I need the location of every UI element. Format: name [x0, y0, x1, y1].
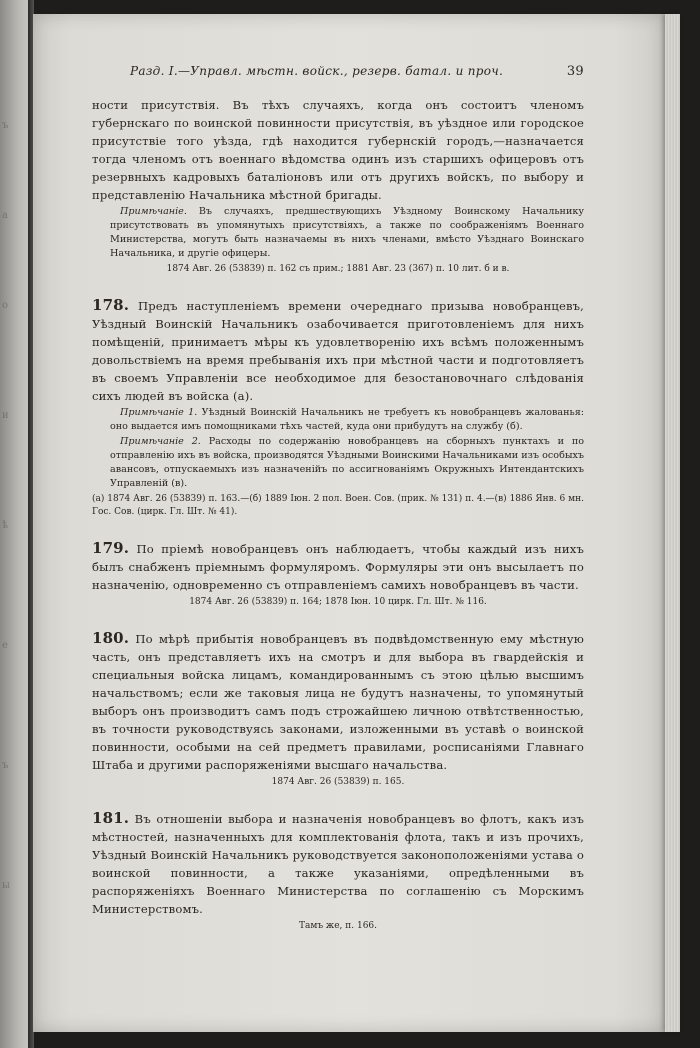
continued-article	[92, 96, 584, 276]
facing-page-fragment: и	[2, 410, 9, 421]
legal-reference: 1874 Авг. 26 (53839) п. 162 съ прим.; 1881 Авг. 23 (367) п. 10 лит. б и в.	[166, 264, 510, 274]
article-180	[92, 629, 584, 789]
article-178	[92, 296, 584, 519]
article-body: ности присутствія. Въ тѣхъ случаяхъ, когда онъ состоитъ членомъ губернскаго по воинской повинности присутствія, въ уѣздное или городское присутствіе того уѣзда, гдѣ находится губернскій городъ,—назначается тогда членомъ отъ военнаго вѣдомства одинъ изъ старшихъ офицеровъ отъ резервныхъ кадровыхъ баталіоновъ или отъ другихъ войскъ, по выбору и представленію Начальника мѣстной бригады.	[92, 98, 584, 202]
running-header	[92, 62, 584, 82]
facing-page-fragment: ы	[2, 880, 10, 891]
note-label: Примѣчаніе.	[120, 206, 187, 217]
page-content	[92, 62, 584, 933]
facing-page-fragment: а	[2, 210, 8, 221]
facing-page-fragment: ъ	[2, 760, 9, 771]
article-number: 180.	[92, 629, 130, 647]
article-body	[92, 539, 584, 594]
facing-page-fragment: ъ	[2, 120, 9, 131]
article-note	[92, 435, 584, 491]
article-body	[92, 296, 584, 405]
article-number: 181.	[92, 809, 130, 827]
legal-reference: (а) 1874 Авг. 26 (53839) п. 163.—(б) 1889 Іюн. 2 пол. Воен. Сов. (прик. № 131) п. 4.—(в) 1886 Янв. 6 мн. Гос. Сов. (цирк. Гл. Шт. № 41).	[92, 494, 584, 517]
article-text: По пріемѣ новобранцевъ онъ наблюдаетъ, чтобы каждый изъ нихъ былъ снабженъ пріемнымъ формуляромъ. Формуляры эти онъ высылаетъ по назначенію, одновременно съ отправленіемъ самихъ новобранцевъ въ части.	[92, 542, 584, 592]
running-title: Разд. I.—Управл. мѣстн. войск., резерв. батал. и проч.	[130, 64, 504, 78]
article-text: По мѣрѣ прибытія новобранцевъ въ подвѣдомственную ему мѣстную часть, онъ представляетъ ихъ на смотръ и для выбора въ гвардейскія и специальныя войска лицамъ, командированнымъ съ этою цѣлью высшимъ начальствомъ; если же таковыя лица не будутъ назначены, то упомянутый выборъ онъ производитъ самъ подъ строжайшею личною отвѣтственностью, въ точности руководствуясь законами, изложенными въ уставѣ о воинской повинности, особыми на сей предметъ правилами, росписаніями Главнаго Штаба и другими распоряженіями высшаго начальства.	[92, 632, 584, 772]
article-body	[92, 629, 584, 774]
article-note	[92, 205, 584, 261]
facing-page-fragment: о	[2, 300, 9, 311]
note-text: Расходы по содержанію новобранцевъ на сборныхъ пунктахъ и по отправленію ихъ въ войска, производятся Уѣздными Воинскими Начальниками изъ особыхъ авансовъ, отпускаемыхъ изъ назначенійъ по ассигнованіямъ Окружныхъ Интендантскихъ Управленій (в).	[110, 436, 584, 489]
article-note	[92, 406, 584, 434]
article-number: 179.	[92, 539, 130, 557]
article-181	[92, 809, 584, 933]
legal-reference: 1874 Авг. 26 (53839) п. 164; 1878 Іюн. 10 цирк. Гл. Шт. № 116.	[189, 597, 487, 607]
legal-reference: Тамъ же, п. 166.	[298, 921, 378, 931]
note-label: Примѣчаніе 1.	[120, 407, 198, 418]
article-number: 178.	[92, 296, 130, 314]
facing-page-fragment: е	[2, 640, 8, 651]
article-text: Въ отношеніи выбора и назначенія новобранцевъ во флотъ, какъ изъ мѣстностей, назначенныхъ для комплектованія флота, такъ и изъ прочихъ, Уѣздный Воинскій Начальникъ руководствуется законоположеніями устава о воинской повинности, а также указаніями, опредѣленными въ распоряженіяхъ Военнаго Министерства по соглашенію съ Морскимъ Министерствомъ.	[92, 812, 584, 916]
legal-reference: 1874 Авг. 26 (53839) п. 165.	[271, 777, 405, 787]
facing-page-fragment: ѣ	[2, 520, 9, 531]
article-179	[92, 539, 584, 609]
note-label: Примѣчаніе 2.	[120, 436, 201, 447]
facing-page-edge	[0, 0, 30, 1048]
page-number: 39	[566, 64, 584, 79]
article-text: Предъ наступленіемъ времени очереднаго призыва новобранцевъ, Уѣздный Воинскій Начальникъ озабочивается приготовленіемъ для нихъ помѣщеній, принимаетъ мѣры къ удовлетворенію ихъ всѣмъ положеннымъ довольствіемъ на время пребыванія ихъ при мѣстной части и подготовляетъ въ своемъ Управленіи все необходимое для безостановочнаго слѣдованія сихъ людей въ войска (а).	[92, 299, 585, 403]
note-text: Въ случаяхъ, предшествующихъ Уѣздному Воинскому Начальнику присутствовать въ упомянутыхъ присутствіяхъ, а также по соображеніямъ Военнаго Министерства, могутъ быть назначаемы въ нихъ членами, вмѣсто Уѣзднаго Воинскаго Начальника, и другіе офицеры.	[110, 206, 584, 259]
page-stack-edge	[665, 14, 680, 1032]
article-body	[92, 809, 584, 918]
note-text: Уѣздный Воинскій Начальникъ не требуетъ къ новобранцевъ жалованья: оно выдается имъ помощниками тѣхъ частей, куда они прибудутъ на службу (б).	[110, 407, 584, 432]
